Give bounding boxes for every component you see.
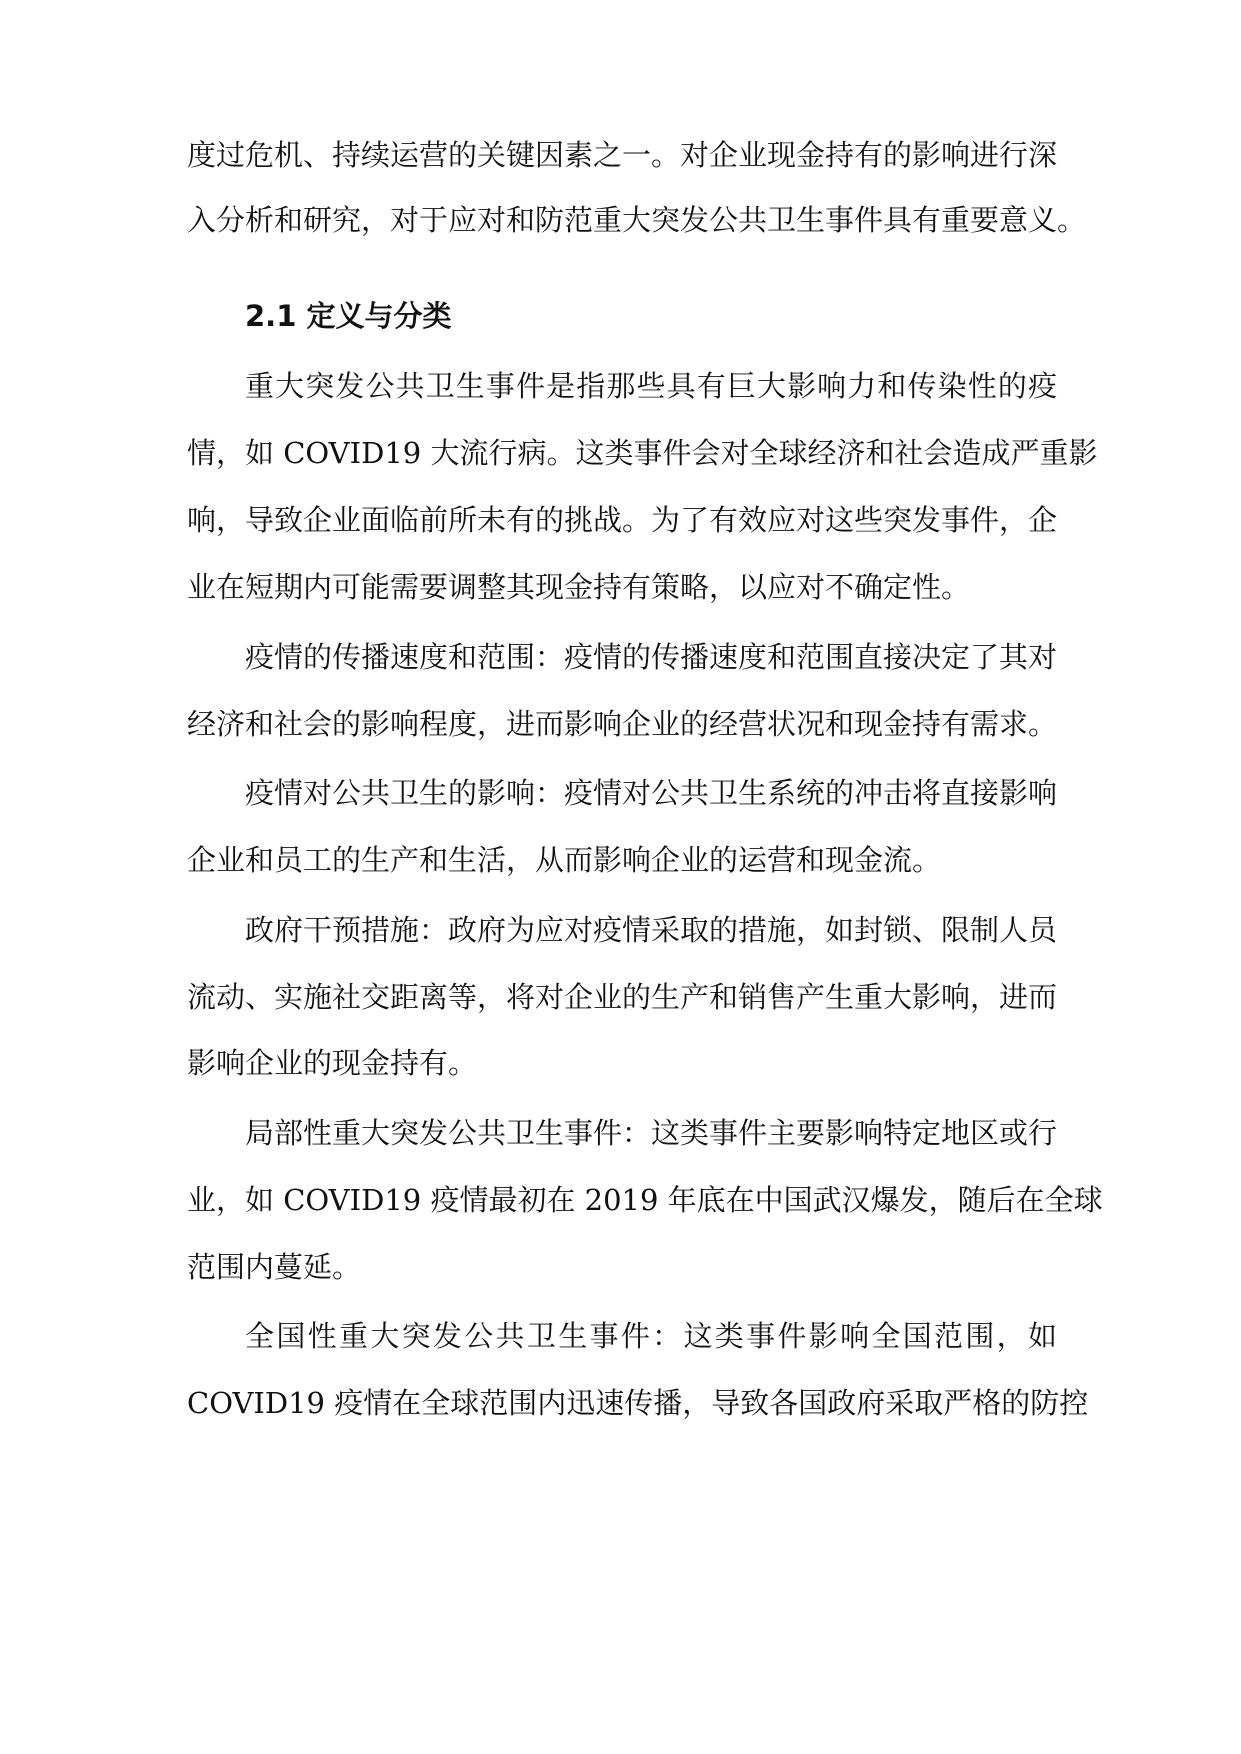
intro-line-1: 度过危机、持续运营的关键因素之一。对企业现金持有的影响进行深 <box>187 138 1058 172</box>
paragraph-3-line-1: 疫情对公共卫生的影响：疫情对公共卫生系统的冲击将直接影响 <box>245 776 1058 810</box>
paragraph-4-line-2: 流动、实施社交距离等，将对企业的生产和销售产生重大影响，进而 <box>187 980 1058 1014</box>
paragraph-5-line-3: 范围内蔓延。 <box>187 1250 362 1284</box>
paragraph-2-line-2: 经济和社会的影响程度，进而影响企业的经营状况和现金持有需求。 <box>187 707 1058 741</box>
section-heading: 2.1 定义与分类 <box>245 299 452 333</box>
paragraph-1-line-2: 情，如 COVID19 大流行病。这类事件会对全球经济和社会造成严重影 <box>187 436 1098 470</box>
paragraph-6-line-1: 全国性重大突发公共卫生事件：这类事件影响全国范围，如 <box>245 1319 1057 1353</box>
paragraph-6-line-2: COVID19 疫情在全球范围内迅速传播，导致各国政府采取严格的防控 <box>187 1386 1089 1420</box>
paragraph-5-line-2: 业，如 COVID19 疫情最初在 2019 年底在中国武汉爆发，随后在全球 <box>187 1183 1103 1217</box>
paragraph-2-line-1: 疫情的传播速度和范围：疫情的传播速度和范围直接决定了其对 <box>245 640 1058 674</box>
paragraph-5-line-1: 局部性重大突发公共卫生事件：这类事件主要影响特定地区或行 <box>245 1116 1058 1150</box>
paragraph-3-line-2: 企业和员工的生产和生活，从而影响企业的运营和现金流。 <box>187 843 942 877</box>
paragraph-1-line-1: 重大突发公共卫生事件是指那些具有巨大影响力和传染性的疫 <box>245 369 1057 403</box>
paragraph-4-line-3: 影响企业的现金持有。 <box>187 1046 478 1080</box>
paragraph-4-line-1: 政府干预措施：政府为应对疫情采取的措施，如封锁、限制人员 <box>245 913 1058 947</box>
paragraph-1-line-4: 业在短期内可能需要调整其现金持有策略，以应对不确定性。 <box>187 570 971 604</box>
intro-line-2: 入分析和研究，对于应对和防范重大突发公共卫生事件具有重要意义。 <box>187 203 1087 237</box>
paragraph-1-line-3: 响，导致企业面临前所未有的挑战。为了有效应对这些突发事件，企 <box>187 503 1058 537</box>
